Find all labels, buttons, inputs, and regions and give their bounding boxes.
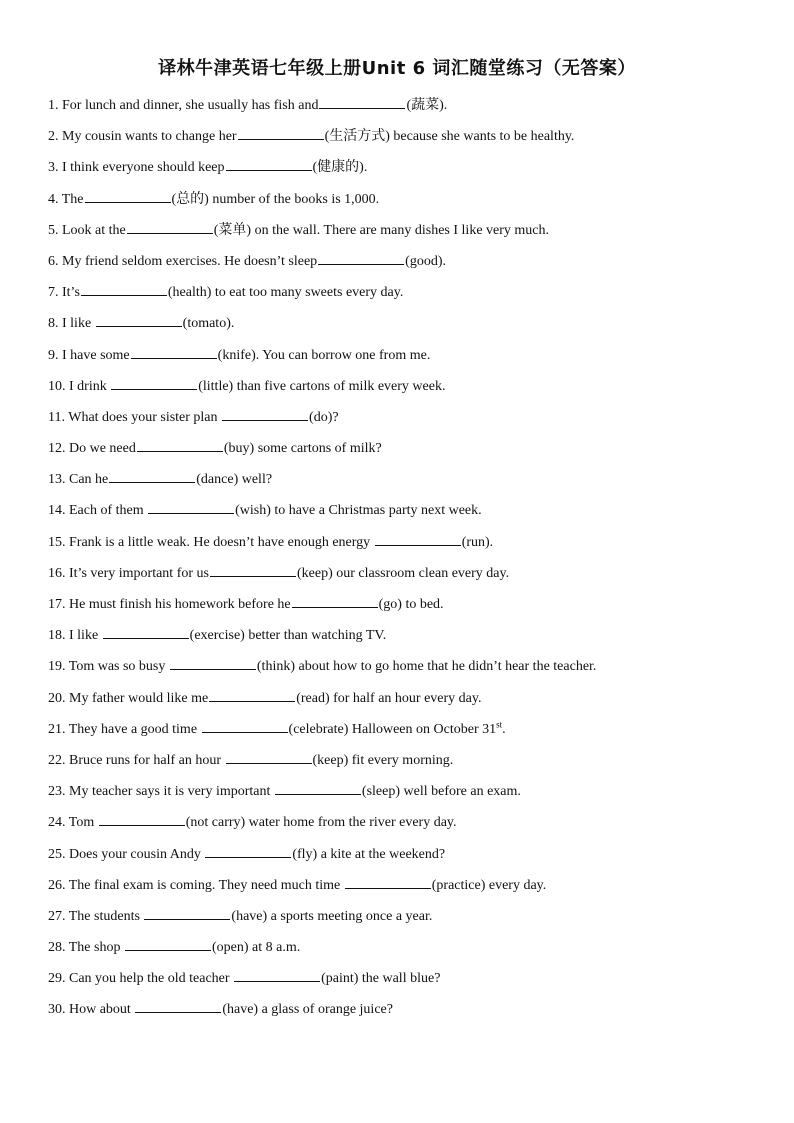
question-text-after: (read) for half an hour every day. [296, 690, 482, 706]
question-text-before: 7. It’s [48, 285, 80, 301]
page-title: 译林牛津英语七年级上册Unit 6 词汇随堂练习（无答案） [158, 58, 636, 79]
question-item [48, 497, 768, 528]
question-text-after: (paint) the wall blue? [321, 971, 441, 987]
question-item [48, 809, 768, 840]
question-text-after: (go) to bed. [378, 597, 444, 612]
ordinal-suffix: st [496, 719, 503, 730]
question-text-after: (think) about how to go home that he didn’t hear the teacher. [256, 659, 597, 675]
question-text-before: 10. I drink [48, 378, 111, 394]
question-text-before: 24. Tom [48, 815, 98, 831]
answer-blank[interactable] [375, 531, 461, 546]
answer-blank[interactable] [135, 998, 221, 1013]
answer-blank[interactable] [226, 749, 312, 764]
question-item [48, 123, 768, 154]
answer-blank[interactable] [222, 406, 308, 421]
question-text-before: 13. Can he [48, 472, 109, 488]
question-item [48, 529, 768, 560]
question-text-before: 20. My father would like me [48, 690, 209, 706]
question-text-after: (have) a sports meeting once a year. [231, 908, 433, 924]
question-text-before: 8. I like [48, 316, 95, 332]
answer-blank[interactable] [226, 156, 312, 171]
answer-blank[interactable] [148, 499, 234, 514]
question-text-before: 17. He must finish his homework before he [48, 597, 291, 612]
question-text-before: 3. I think everyone should keep [48, 160, 225, 176]
question-item [48, 154, 768, 185]
question-text-before: 4. The [48, 191, 84, 207]
question-text-before: 2. My cousin wants to change her [48, 129, 237, 145]
question-item [48, 435, 768, 466]
question-text-after: (have) a glass of orange juice? [222, 1002, 393, 1018]
answer-blank[interactable] [319, 94, 405, 109]
question-text-before: 15. Frank is a little weak. He doesn’t have enough energy [48, 534, 374, 550]
answer-blank[interactable] [103, 624, 189, 639]
question-item [48, 685, 768, 716]
answer-blank[interactable] [292, 593, 378, 608]
question-text-after: (open) at 8 a.m. [211, 940, 301, 956]
question-item [48, 716, 768, 747]
question-item [48, 591, 768, 622]
answer-blank[interactable] [345, 874, 431, 889]
question-text-before: 25. Does your cousin Andy [48, 846, 205, 862]
question-text-before: 16. It’s very important for us [48, 565, 209, 581]
question-item [48, 965, 768, 996]
question-item [48, 560, 768, 591]
question-item [48, 934, 768, 965]
question-text-before: 21. They have a good time [48, 721, 201, 737]
answer-blank[interactable] [96, 312, 182, 327]
answer-blank[interactable] [318, 250, 404, 265]
question-item [48, 92, 768, 123]
question-text-after: (knife). You can borrow one from me. [217, 347, 431, 363]
question-text-after: (keep) our classroom clean every day. [296, 565, 510, 581]
question-text-before: 29. Can you help the old teacher [48, 971, 234, 987]
answer-blank[interactable] [238, 125, 324, 140]
question-item [48, 841, 768, 872]
question-text-after: (good). [405, 253, 446, 269]
question-text-after: (run). [461, 534, 494, 550]
answer-blank[interactable] [127, 219, 213, 234]
question-text-before: 26. The final exam is coming. They need much time [48, 877, 344, 893]
question-text-before: 23. My teacher says it is very important [48, 784, 274, 800]
question-item [48, 279, 768, 310]
question-item [48, 996, 768, 1027]
question-item [48, 342, 768, 373]
question-text-after: (健康的). [312, 160, 368, 176]
question-text-after: (总的) number of the books is 1,000. [171, 191, 380, 207]
question-text-after: (fly) a kite at the weekend? [292, 846, 446, 862]
question-text-before: 12. Do we need [48, 441, 136, 457]
question-item [48, 747, 768, 778]
question-list [48, 92, 768, 1028]
answer-blank[interactable] [125, 936, 211, 951]
question-text-after: (生活方式) because she wants to be healthy. [324, 129, 575, 145]
question-item [48, 310, 768, 341]
question-text-after: (keep) fit every morning. [312, 752, 454, 768]
answer-blank[interactable] [109, 468, 195, 483]
answer-blank[interactable] [111, 375, 197, 390]
answer-blank[interactable] [202, 718, 288, 733]
answer-blank[interactable] [205, 843, 291, 858]
answer-blank[interactable] [275, 780, 361, 795]
question-text-before: 9. I have some [48, 347, 130, 363]
answer-blank[interactable] [170, 655, 256, 670]
question-item [48, 186, 768, 217]
question-text-before: 22. Bruce runs for half an hour [48, 752, 225, 768]
question-text-after: (health) to eat too many sweets every day. [167, 285, 404, 301]
question-text-after: (wish) to have a Christmas party next week. [235, 503, 482, 519]
question-item [48, 466, 768, 497]
question-item [48, 653, 768, 684]
question-text-after: (菜单) on the wall. There are many dishes I like very much. [213, 222, 550, 238]
answer-blank[interactable] [144, 905, 230, 920]
answer-blank[interactable] [99, 811, 185, 826]
answer-blank[interactable] [234, 967, 320, 982]
question-item [48, 903, 768, 934]
question-text-before: 1. For lunch and dinner, she usually has fish and [48, 98, 319, 113]
question-text-before: 6. My friend seldom exercises. He doesn’t sleep [48, 253, 318, 269]
question-text-before: 27. The students [48, 908, 144, 924]
answer-blank[interactable] [81, 281, 167, 296]
question-text-after: (tomato). [182, 316, 235, 332]
question-item [48, 872, 768, 903]
question-text-after: (practice) every day. [431, 877, 547, 893]
question-text-before: 14. Each of them [48, 503, 148, 519]
question-item [48, 622, 768, 653]
question-text-end: . [502, 721, 506, 737]
answer-blank[interactable] [210, 562, 296, 577]
question-text-after: (dance) well? [196, 472, 273, 488]
question-text-after: (蔬菜). [406, 98, 448, 113]
question-item [48, 404, 768, 435]
question-text-before: 11. What does your sister plan [48, 409, 222, 425]
answer-blank[interactable] [131, 344, 217, 359]
question-item [48, 217, 768, 248]
question-text-after: (exercise) better than watching TV. [189, 628, 387, 644]
question-item [48, 248, 768, 279]
question-text-before: 30. How about [48, 1002, 135, 1018]
question-text-after: (do)? [309, 409, 339, 425]
answer-blank[interactable] [137, 437, 223, 452]
question-text-after: (sleep) well before an exam. [361, 784, 521, 800]
question-item [48, 778, 768, 809]
question-text-before: 5. Look at the [48, 222, 126, 238]
answer-blank[interactable] [85, 188, 171, 203]
question-text-before: 19. Tom was so busy [48, 659, 169, 675]
question-text-after: (not carry) water home from the river every day. [185, 815, 457, 831]
question-text-after: (celebrate) Halloween on October 31 [288, 721, 497, 737]
question-text-before: 28. The shop [48, 940, 124, 956]
question-text-before: 18. I like [48, 628, 102, 644]
question-text-after: (little) than five cartons of milk every week. [198, 378, 446, 394]
question-item [48, 373, 768, 404]
question-text-after: (buy) some cartons of milk? [223, 441, 382, 457]
answer-blank[interactable] [209, 687, 295, 702]
